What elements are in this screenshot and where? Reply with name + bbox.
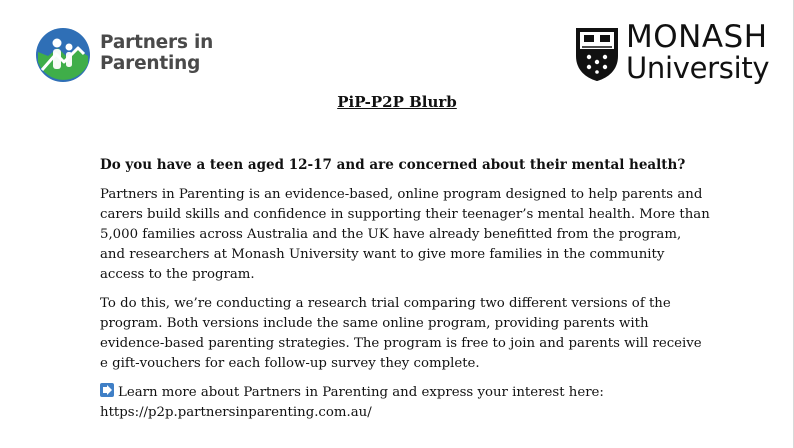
- pip-logo-line2: Parenting: [100, 53, 201, 74]
- arrow-right-icon: [100, 383, 114, 397]
- document-body: [100, 155, 710, 432]
- pip-logo-line1: Partners in: [100, 32, 214, 53]
- paragraph-trial: To do this, we’re conducting a research trial comparing two different versions of the program. Both versions include the same online program, providing parents with evidence-based parenting strategies. The program is free to join and parents will receive e gift-vouchers for each follow-up survey they complete.: [100, 296, 702, 371]
- partners-in-parenting-logo: [34, 26, 234, 86]
- pip-logo-mark-icon: [34, 26, 92, 84]
- monash-wordmark: [626, 19, 770, 85]
- cta-text: Learn more about Partners in Parenting and express your interest here:: [118, 385, 604, 400]
- monash-logo-line1: MONASH: [626, 19, 768, 55]
- monash-logo-line2: University: [626, 51, 770, 85]
- pip-logo-wordmark: [100, 32, 213, 74]
- call-to-action: [100, 383, 710, 423]
- monash-university-logo: [574, 19, 774, 90]
- interest-link[interactable]: https://p2p.partnersinparenting.com.au/: [100, 405, 372, 420]
- document-title: PiP-P2P Blurb: [337, 93, 457, 111]
- monash-crest-icon: [574, 26, 620, 82]
- paragraph-intro: Partners in Parenting is an evidence-based, online program designed to help parents and carers build skills and confidence in supporting their teenager’s mental health. More than 5,000 families across Australia and the UK have already benefitted from the program, and researchers at Monash University want to give more families in the community access to the program.: [100, 187, 710, 282]
- section-heading: Do you have a teen aged 12-17 and are concerned about their mental health?: [100, 157, 686, 173]
